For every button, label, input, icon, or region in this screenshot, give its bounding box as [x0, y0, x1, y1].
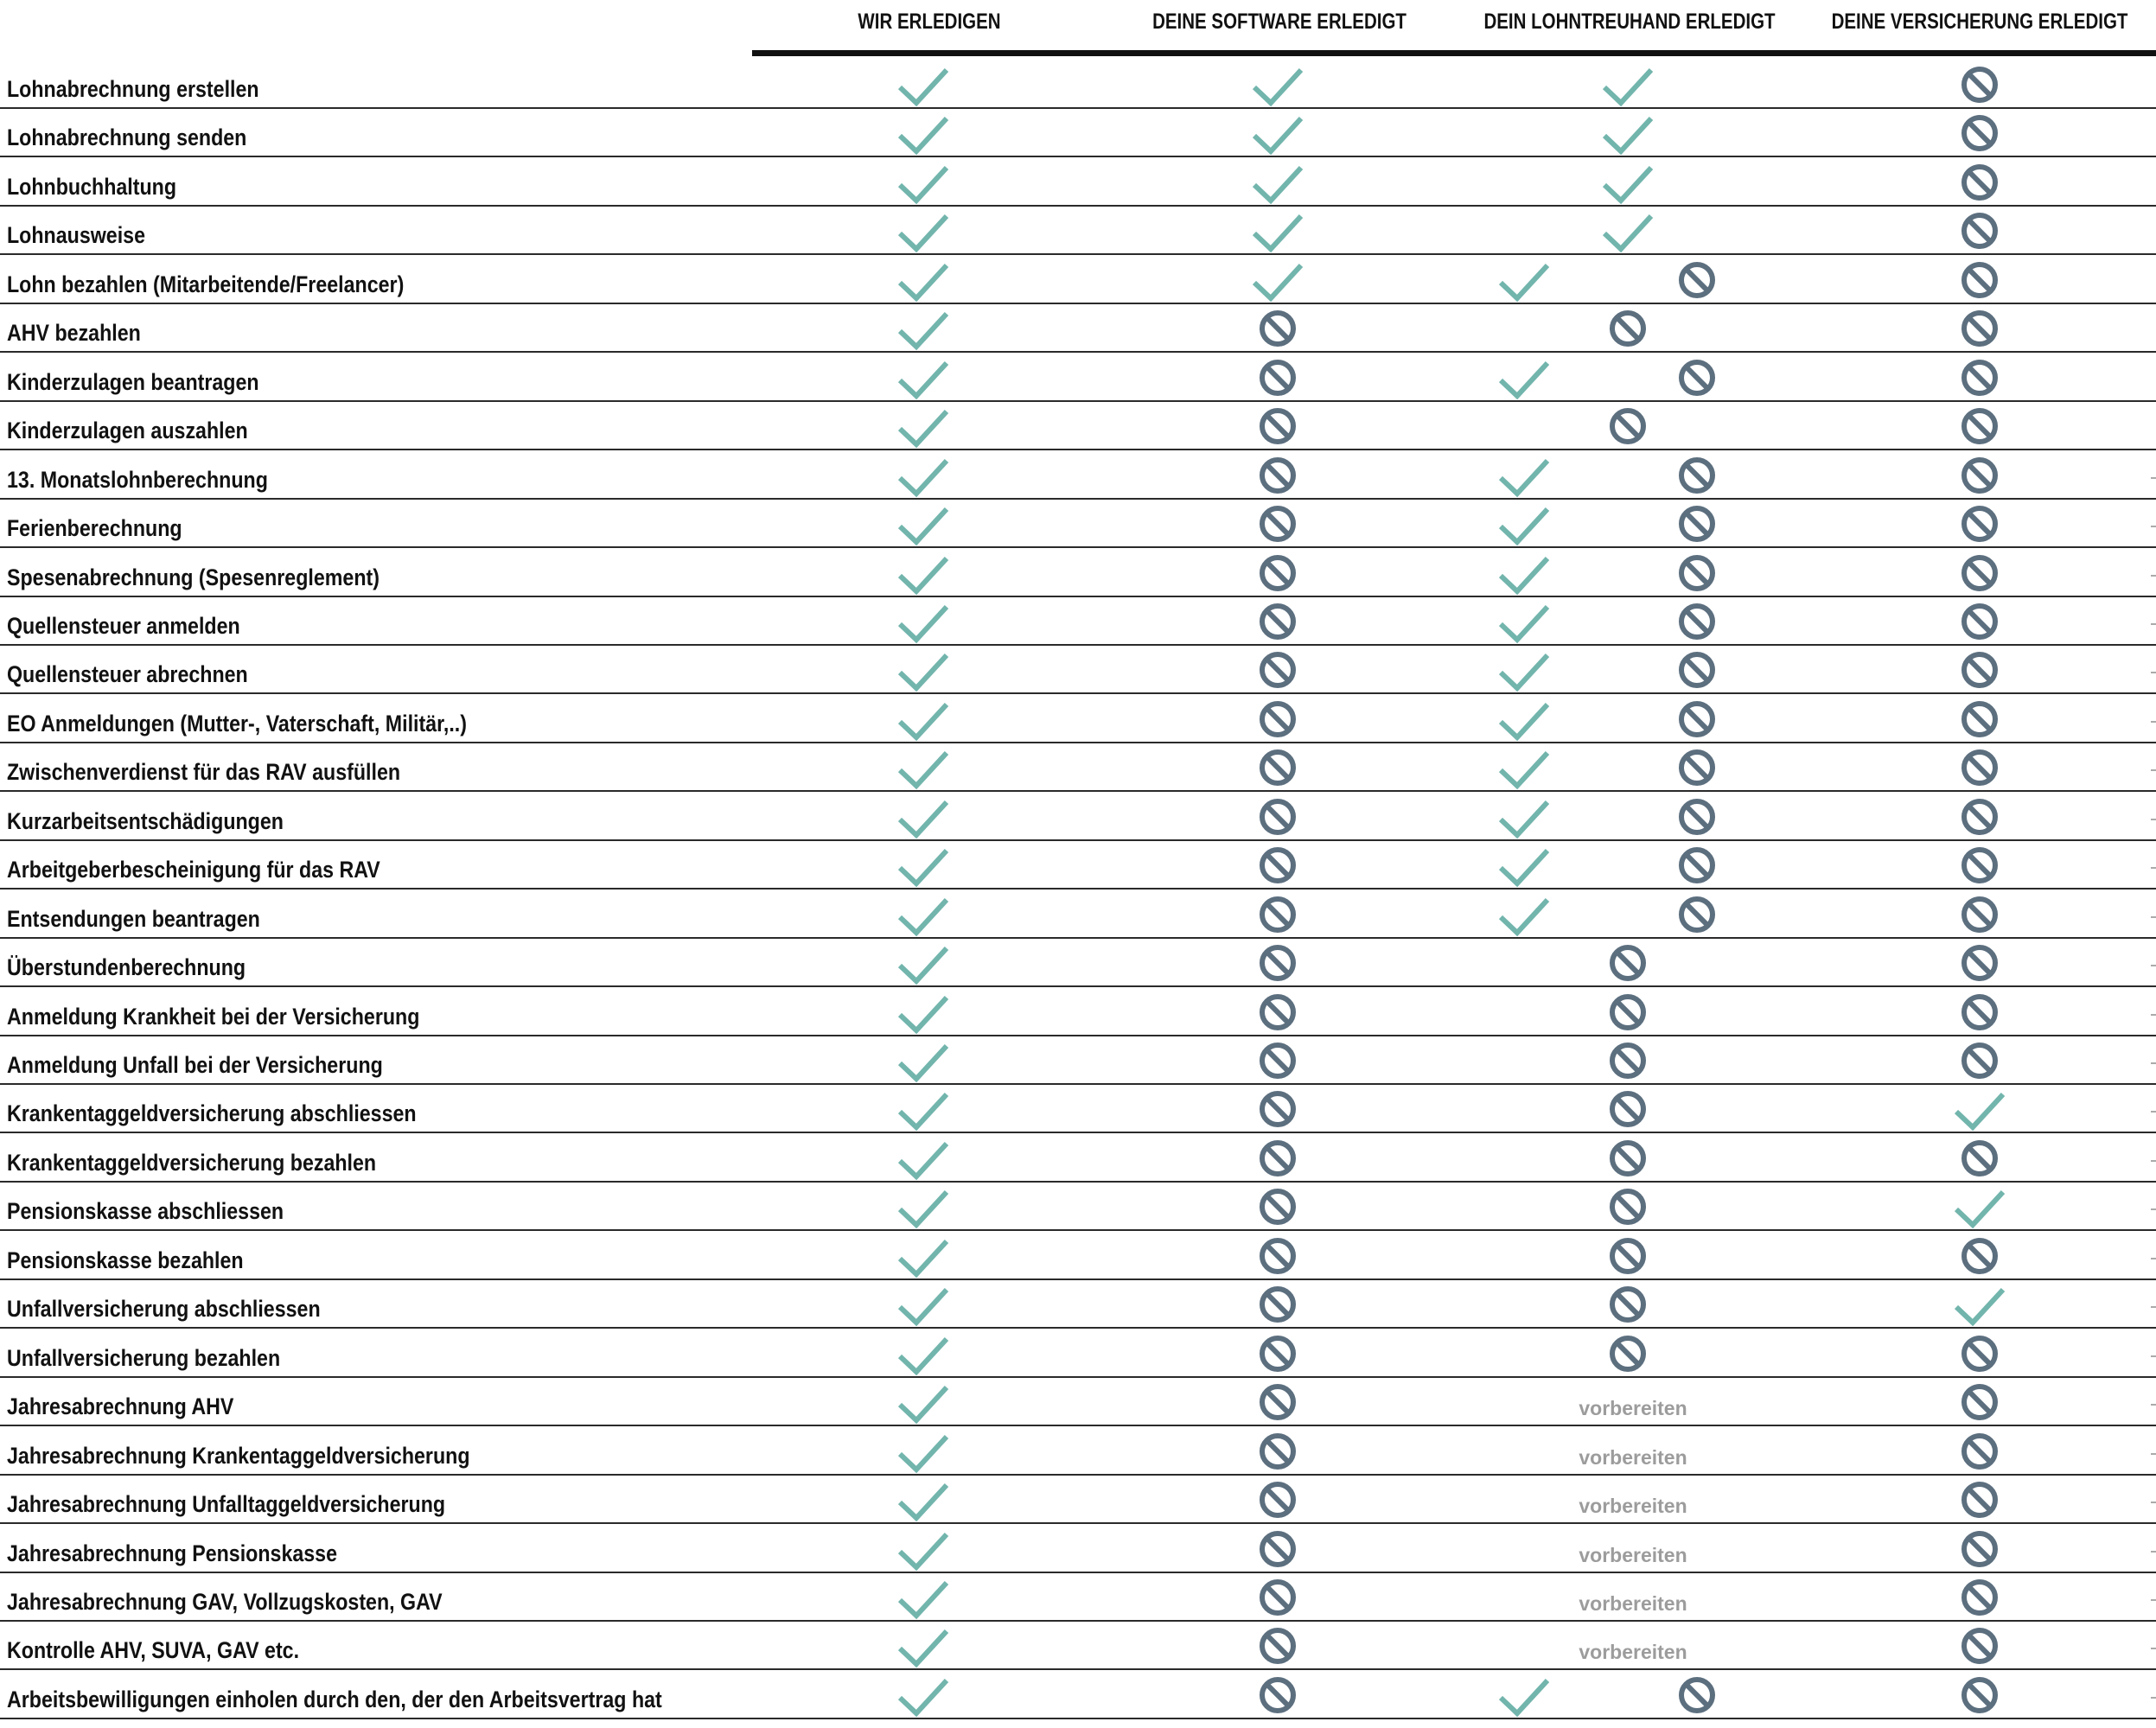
table-row [0, 841, 2156, 890]
edge-tick [2151, 1453, 2156, 1455]
prohibited-icon [1602, 992, 1654, 1036]
table-row [0, 1280, 2156, 1329]
row-label: Entsendungen beantragen [7, 905, 260, 932]
prohibited-icon [1671, 357, 1723, 402]
prohibited-icon [1252, 796, 1304, 841]
prohibited-icon [1252, 1528, 1304, 1573]
prohibited-icon [1602, 1088, 1654, 1133]
prohibited-icon [1252, 1577, 1304, 1622]
check-icon [897, 845, 949, 890]
edge-tick [2151, 819, 2156, 820]
edge-tick [2151, 721, 2156, 723]
prohibited-icon [1954, 455, 2006, 500]
check-icon [897, 1528, 949, 1573]
check-icon [1498, 601, 1550, 646]
check-icon [897, 503, 949, 548]
check-icon [897, 796, 949, 841]
prohibited-icon [1954, 112, 2006, 157]
check-icon [897, 894, 949, 939]
prohibited-icon [1954, 1235, 2006, 1280]
prohibited-icon [1954, 845, 2006, 890]
edge-tick [2151, 1599, 2156, 1601]
edge-tick [2151, 867, 2156, 869]
prohibited-icon [1954, 1625, 2006, 1670]
table-row [0, 1085, 2156, 1133]
row-label: Jahresabrechnung GAV, Vollzugskosten, GAV [7, 1588, 443, 1615]
row-label: Jahresabrechnung Unfalltaggeldversicherung [7, 1491, 446, 1518]
check-icon [1252, 259, 1304, 304]
prohibited-icon [1954, 162, 2006, 207]
check-icon [1954, 1186, 2006, 1231]
prohibited-icon [1252, 1040, 1304, 1085]
table-row [0, 793, 2156, 841]
check-icon [1252, 112, 1304, 157]
edge-tick [2151, 575, 2156, 577]
table-row [0, 1476, 2156, 1524]
prepare-note: vorbereiten [1579, 1543, 1687, 1566]
check-icon [897, 259, 949, 304]
prohibited-icon [1602, 1333, 1654, 1378]
check-icon [897, 1577, 949, 1622]
table-row [0, 1329, 2156, 1378]
prohibited-icon [1252, 1674, 1304, 1719]
row-label: Ferienberechnung [7, 515, 182, 542]
check-icon [897, 992, 949, 1036]
column-header-software: DEINE SOFTWARE ERLEDIGT [1152, 10, 1407, 34]
table-row [0, 1525, 2156, 1573]
row-label: Krankentaggeldversicherung bezahlen [7, 1149, 377, 1176]
column-header-lohntreuhand: DEIN LOHNTREUHAND ERLEDIGT [1483, 10, 1776, 34]
row-label: Jahresabrechnung AHV [7, 1393, 234, 1420]
prohibited-icon [1671, 1674, 1723, 1719]
row-label: Krankentaggeldversicherung abschliessen [7, 1100, 417, 1127]
edge-tick [2151, 916, 2156, 918]
table-row [0, 1036, 2156, 1085]
row-label: Pensionskasse abschliessen [7, 1198, 284, 1225]
header-rule [752, 50, 2156, 56]
prohibited-icon [1252, 1625, 1304, 1670]
row-label: AHV bezahlen [7, 320, 141, 347]
edge-tick [2151, 1160, 2156, 1162]
prepare-note: vorbereiten [1579, 1641, 1687, 1664]
prohibited-icon [1954, 698, 2006, 743]
prohibited-icon [1954, 942, 2006, 987]
prohibited-icon [1252, 552, 1304, 597]
table-row [0, 207, 2156, 255]
prohibited-icon [1252, 1138, 1304, 1183]
prohibited-icon [1671, 503, 1723, 548]
row-label: 13. Monatslohnberechnung [7, 466, 268, 493]
check-icon [1498, 259, 1550, 304]
check-icon [897, 1138, 949, 1183]
edge-tick [2151, 965, 2156, 966]
row-label: Spesenabrechnung (Spesenreglement) [7, 564, 380, 590]
edge-tick [2151, 526, 2156, 527]
prohibited-icon [1954, 503, 2006, 548]
edge-tick [2151, 1502, 2156, 1503]
check-icon [1498, 455, 1550, 500]
check-icon [1252, 210, 1304, 255]
edge-tick [2151, 769, 2156, 771]
row-label: Anmeldung Unfall bei der Versicherung [7, 1052, 383, 1078]
prohibited-icon [1602, 405, 1654, 450]
prohibited-icon [1602, 1235, 1654, 1280]
table-row [0, 939, 2156, 987]
prohibited-icon [1252, 649, 1304, 694]
table-row [0, 890, 2156, 939]
edge-tick [2151, 1208, 2156, 1210]
edge-tick [2151, 1697, 2156, 1699]
prohibited-icon [1252, 1333, 1304, 1378]
prohibited-icon [1252, 698, 1304, 743]
prohibited-icon [1252, 942, 1304, 987]
check-icon [897, 747, 949, 792]
check-icon [1498, 845, 1550, 890]
check-icon [897, 1040, 949, 1085]
row-label: Lohnausweise [7, 222, 146, 249]
prohibited-icon [1954, 649, 2006, 694]
row-label: EO Anmeldungen (Mutter-, Vaterschaft, Militär,..) [7, 710, 467, 736]
check-icon [897, 1674, 949, 1719]
prohibited-icon [1954, 747, 2006, 792]
check-icon [897, 649, 949, 694]
prohibited-icon [1602, 1138, 1654, 1183]
prohibited-icon [1602, 942, 1654, 987]
prohibited-icon [1954, 1577, 2006, 1622]
row-label: Anmeldung Krankheit bei der Versicherung [7, 1003, 420, 1030]
check-icon [1498, 552, 1550, 597]
prohibited-icon [1252, 1284, 1304, 1329]
column-header-wir: WIR ERLEDIGEN [858, 10, 1001, 34]
prohibited-icon [1954, 259, 2006, 304]
check-icon [1602, 210, 1654, 255]
prohibited-icon [1602, 1284, 1654, 1329]
check-icon [897, 601, 949, 646]
check-icon [897, 405, 949, 450]
prohibited-icon [1954, 405, 2006, 450]
prohibited-icon [1954, 308, 2006, 353]
prohibited-icon [1954, 601, 2006, 646]
prohibited-icon [1252, 894, 1304, 939]
prohibited-icon [1954, 894, 2006, 939]
check-icon [897, 942, 949, 987]
prohibited-icon [1252, 405, 1304, 450]
table-row [0, 500, 2156, 548]
table-row [0, 597, 2156, 646]
row-label: Arbeitsbewilligungen einholen durch den, der den Arbeitsvertrag hat [7, 1686, 662, 1712]
row-label: Pensionskasse bezahlen [7, 1247, 244, 1273]
row-label: Zwischenverdienst für das RAV ausfüllen [7, 759, 401, 786]
row-label: Kinderzulagen auszahlen [7, 418, 248, 444]
table-row [0, 256, 2156, 304]
table-row [0, 743, 2156, 792]
prohibited-icon [1671, 552, 1723, 597]
table-row [0, 646, 2156, 694]
row-label: Arbeitgeberbescheinigung für das RAV [7, 857, 380, 883]
prohibited-icon [1252, 1186, 1304, 1231]
prohibited-icon [1954, 1674, 2006, 1719]
prohibited-icon [1954, 210, 2006, 255]
check-icon [1252, 162, 1304, 207]
check-icon [897, 1284, 949, 1329]
prohibited-icon [1954, 1138, 2006, 1183]
table-row [0, 304, 2156, 353]
prohibited-icon [1671, 894, 1723, 939]
prohibited-icon [1252, 1431, 1304, 1476]
prohibited-icon [1252, 308, 1304, 353]
prohibited-icon [1954, 64, 2006, 109]
prohibited-icon [1954, 552, 2006, 597]
check-icon [897, 1381, 949, 1426]
prohibited-icon [1252, 357, 1304, 402]
row-label: Lohnabrechnung erstellen [7, 76, 259, 102]
table-row [0, 1378, 2156, 1426]
prohibited-icon [1252, 503, 1304, 548]
prohibited-icon [1954, 992, 2006, 1036]
row-label: Quellensteuer abrechnen [7, 661, 248, 688]
check-icon [1498, 503, 1550, 548]
edge-tick [2151, 1306, 2156, 1308]
edge-tick [2151, 672, 2156, 673]
prohibited-icon [1954, 1479, 2006, 1524]
table-row [0, 1427, 2156, 1476]
prohibited-icon [1252, 992, 1304, 1036]
table-row [0, 402, 2156, 450]
table-row [0, 549, 2156, 597]
prohibited-icon [1954, 1431, 2006, 1476]
check-icon [897, 1186, 949, 1231]
table-row [0, 354, 2156, 402]
table-row [0, 1622, 2156, 1670]
table-row [0, 1671, 2156, 1719]
check-icon [1498, 698, 1550, 743]
edge-tick [2151, 1062, 2156, 1064]
edge-tick [2151, 623, 2156, 625]
check-icon [897, 162, 949, 207]
prohibited-icon [1602, 1040, 1654, 1085]
check-icon [1954, 1284, 2006, 1329]
row-label: Unfallversicherung abschliessen [7, 1296, 321, 1323]
edge-tick [2151, 1258, 2156, 1259]
check-icon [1602, 162, 1654, 207]
prohibited-icon [1602, 308, 1654, 353]
row-label: Kontrolle AHV, SUVA, GAV etc. [7, 1637, 300, 1664]
prohibited-icon [1252, 1235, 1304, 1280]
check-icon [1602, 64, 1654, 109]
row-label: Jahresabrechnung Pensionskasse [7, 1540, 338, 1566]
prepare-note: vorbereiten [1579, 1445, 1687, 1469]
check-icon [897, 1235, 949, 1280]
edge-tick [2151, 1014, 2156, 1016]
check-icon [1252, 64, 1304, 109]
check-icon [897, 308, 949, 353]
table-row [0, 1232, 2156, 1280]
row-label: Unfallversicherung bezahlen [7, 1344, 281, 1371]
edge-tick [2151, 477, 2156, 479]
column-header-versicherung: DEINE VERSICHERUNG ERLEDIGT [1831, 10, 2128, 34]
row-label: Quellensteuer anmelden [7, 612, 240, 639]
prohibited-icon [1954, 1528, 2006, 1573]
edge-tick [2151, 1648, 2156, 1649]
check-icon [897, 1479, 949, 1524]
edge-tick [2151, 1111, 2156, 1113]
row-label: Überstundenberechnung [7, 954, 246, 981]
table-row [0, 1134, 2156, 1183]
edge-tick [2151, 1404, 2156, 1406]
table-row [0, 695, 2156, 743]
check-icon [1498, 796, 1550, 841]
prohibited-icon [1671, 649, 1723, 694]
prohibited-icon [1671, 747, 1723, 792]
row-label: Kurzarbeitsentschädigungen [7, 807, 284, 834]
prohibited-icon [1252, 1088, 1304, 1133]
prohibited-icon [1954, 796, 2006, 841]
row-label: Kinderzulagen beantragen [7, 368, 259, 395]
check-icon [897, 1088, 949, 1133]
row-label: Jahresabrechnung Krankentaggeldversicherung [7, 1442, 470, 1469]
table-row [0, 109, 2156, 157]
table-row [0, 61, 2156, 109]
prepare-note: vorbereiten [1579, 1397, 1687, 1420]
prohibited-icon [1252, 845, 1304, 890]
prohibited-icon [1252, 747, 1304, 792]
check-icon [1602, 112, 1654, 157]
prohibited-icon [1252, 601, 1304, 646]
check-icon [897, 1625, 949, 1670]
check-icon [897, 1333, 949, 1378]
prohibited-icon [1954, 357, 2006, 402]
prepare-note: vorbereiten [1579, 1591, 1687, 1615]
check-icon [897, 210, 949, 255]
prohibited-icon [1671, 455, 1723, 500]
check-icon [1498, 357, 1550, 402]
check-icon [897, 552, 949, 597]
check-icon [897, 1431, 949, 1476]
prohibited-icon [1671, 845, 1723, 890]
check-icon [1498, 747, 1550, 792]
prohibited-icon [1671, 698, 1723, 743]
edge-tick [2151, 1551, 2156, 1553]
row-divider [0, 1718, 2156, 1719]
check-icon [1498, 649, 1550, 694]
check-icon [897, 698, 949, 743]
table-row [0, 1183, 2156, 1231]
table-row [0, 1573, 2156, 1622]
prohibited-icon [1954, 1381, 2006, 1426]
check-icon [897, 357, 949, 402]
table-row [0, 158, 2156, 207]
prohibited-icon [1252, 1381, 1304, 1426]
prohibited-icon [1602, 1186, 1654, 1231]
prohibited-icon [1671, 259, 1723, 304]
check-icon [897, 112, 949, 157]
row-label: Lohn bezahlen (Mitarbeitende/Freelancer) [7, 271, 405, 297]
table-row [0, 451, 2156, 500]
prohibited-icon [1252, 455, 1304, 500]
prepare-note: vorbereiten [1579, 1495, 1687, 1518]
check-icon [1498, 1674, 1550, 1719]
table-row [0, 988, 2156, 1036]
prohibited-icon [1671, 601, 1723, 646]
prohibited-icon [1954, 1333, 2006, 1378]
check-icon [1954, 1088, 2006, 1133]
row-label: Lohnabrechnung senden [7, 124, 247, 151]
check-icon [897, 64, 949, 109]
edge-tick [2151, 1355, 2156, 1357]
prohibited-icon [1954, 1040, 2006, 1085]
row-label: Lohnbuchhaltung [7, 173, 177, 200]
prohibited-icon [1671, 796, 1723, 841]
check-icon [897, 455, 949, 500]
check-icon [1498, 894, 1550, 939]
prohibited-icon [1252, 1479, 1304, 1524]
